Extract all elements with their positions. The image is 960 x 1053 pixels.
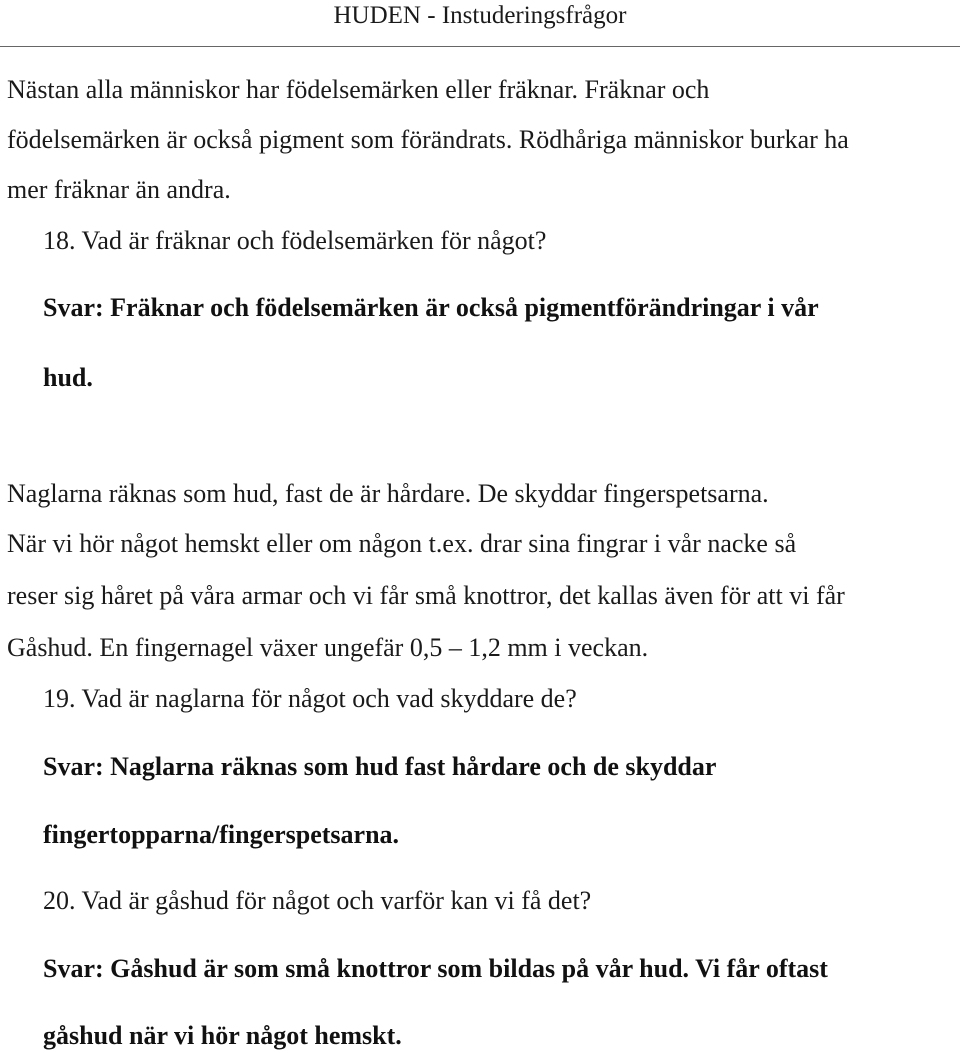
intro-paragraph-2-line-3: reser sig håret på våra armar och vi får små knottror, det kallas även för att vi får — [7, 581, 845, 610]
intro-paragraph-2-line-1: Naglarna räknas som hud, fast de är hårdare. De skyddar fingerspetsarna. — [7, 479, 769, 508]
intro-paragraph-1-line-2: födelsemärken är också pigment som förändrats. Rödhåriga människor burkar ha — [7, 125, 849, 154]
question-18: 18. Vad är fräknar och födelsemärken för något? — [43, 226, 547, 255]
intro-paragraph-2-line-2: När vi hör något hemskt eller om någon t.ex. drar sina fingrar i vår nacke så — [7, 529, 797, 558]
answer-18-line-2: hud. — [43, 363, 93, 392]
answer-20-line-1: Svar: Gåshud är som små knottror som bildas på vår hud. Vi får oftast — [43, 954, 828, 983]
question-19: 19. Vad är naglarna för något och vad skyddare de? — [43, 684, 577, 713]
page-header — [0, 0, 960, 47]
answer-19-line-1: Svar: Naglarna räknas som hud fast hårdare och de skyddar — [43, 752, 717, 781]
answer-19-line-2: fingertopparna/fingerspetsarna. — [43, 820, 400, 849]
intro-paragraph-2-line-4: Gåshud. En fingernagel växer ungefär 0,5 – 1,2 mm i veckan. — [7, 633, 649, 662]
answer-18-line-1: Svar: Fräknar och födelsemärken är också pigmentförändringar i vår — [43, 293, 819, 322]
intro-paragraph-1-line-1: Nästan alla människor har födelsemärken eller fräknar. Fräknar och — [7, 75, 710, 104]
question-20: 20. Vad är gåshud för något och varför kan vi få det? — [43, 886, 592, 915]
page-title: HUDEN - Instuderingsfrågor — [333, 2, 627, 29]
intro-paragraph-1-line-3: mer fräknar än andra. — [7, 175, 231, 204]
answer-20-line-2: gåshud när vi hör något hemskt. — [43, 1021, 402, 1050]
